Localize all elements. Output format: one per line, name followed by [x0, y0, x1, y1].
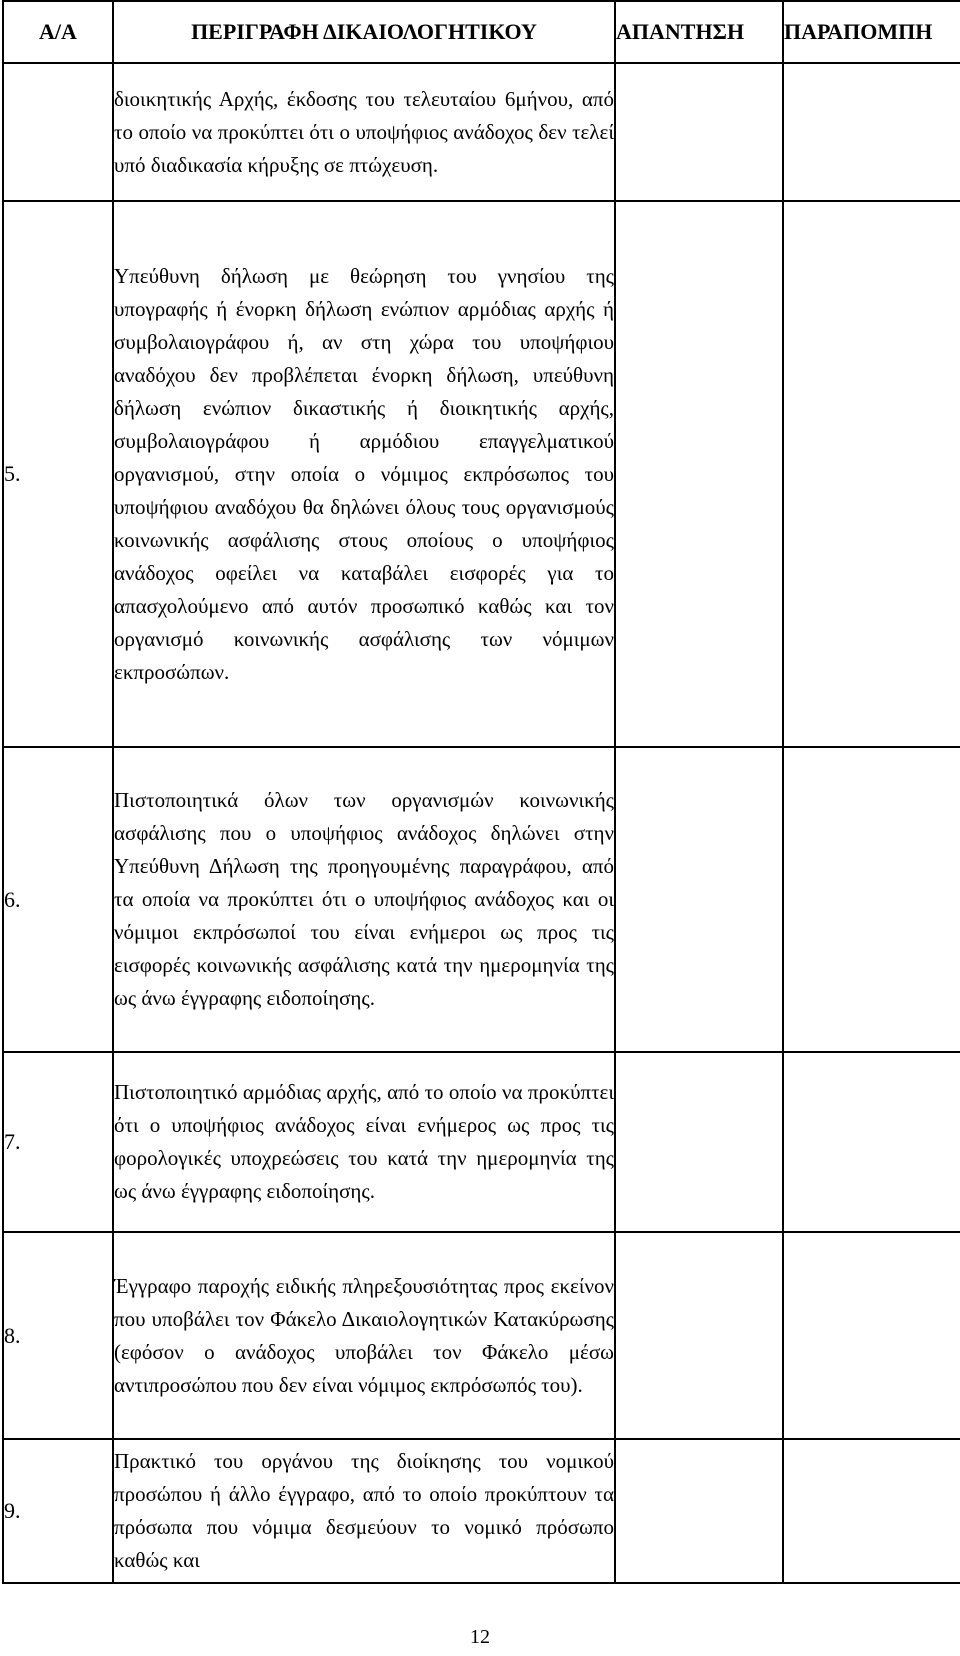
requirements-table: [2, 0, 960, 1584]
header-reference: ΠΑΡΑΠΟΜΠΗ: [783, 1, 960, 63]
row-number: [3, 63, 113, 201]
reference-cell: [783, 1439, 960, 1583]
table-row: [3, 1439, 960, 1583]
reference-cell: [783, 1232, 960, 1439]
answer-cell: [615, 1232, 783, 1439]
table-row: [3, 63, 960, 201]
header-aa: Α/Α: [3, 1, 113, 63]
answer-cell: [615, 1052, 783, 1232]
row-number: 9.: [3, 1439, 113, 1583]
answer-cell: [615, 201, 783, 747]
table-row: [3, 1232, 960, 1439]
reference-cell: [783, 201, 960, 747]
row-description: διοικητικής Αρχής, έκδοσης του τελευταίου 6μήνου, από το οποίο να προκύπτει ότι ο υποψήφιος ανάδοχος δεν τελεί υπό διαδικασία κήρυξης σε πτώχευση.: [113, 63, 615, 201]
row-number: 5.: [3, 201, 113, 747]
answer-cell: [615, 63, 783, 201]
table-row: [3, 747, 960, 1052]
row-description: Πιστοποιητικά όλων των οργανισμών κοινωνικής ασφάλισης που ο υποψήφιος ανάδοχος δηλώνει στην Υπεύθυνη Δήλωση της προηγουμένης παραγράφου, από τα οποία να προκύπτει ότι ο υποψήφιος ανάδοχος και οι νόμιμοι εκπρόσωποί του είναι ενήμεροι ως προς τις εισφορές κοινωνικής ασφάλισης κατά την ημερομηνία της ως άνω έγγραφης ειδοποίησης.: [113, 747, 615, 1052]
answer-cell: [615, 747, 783, 1052]
header-row: [3, 1, 960, 63]
row-number: 7.: [3, 1052, 113, 1232]
row-number: 6.: [3, 747, 113, 1052]
row-description: Υπεύθυνη δήλωση με θεώρηση του γνησίου της υπογραφής ή ένορκη δήλωση ενώπιον αρμόδιας αρχής ή συμβολαιογράφου ή, αν στη χώρα του υποψήφιου αναδόχου δεν προβλέπεται ένορκη δήλωση, υπεύθυνη δήλωση ενώπιον δικαστικής ή διοικητικής αρχής, συμβολαιογράφου ή αρμόδιου επαγγελματικού οργανισμού, στην οποία ο νόμιμος εκπρόσωπος του υποψήφιου αναδόχου θα δηλώνει όλους τους οργανισμούς κοινωνικής ασφάλισης στους οποίους ο υποψήφιος ανάδοχος οφείλει να καταβάλει εισφορές για το απασχολούμενο από αυτόν προσωπικό καθώς και τον οργανισμό κοινωνικής ασφάλισης των νόμιμων εκπροσώπων.: [113, 201, 615, 747]
table-row: [3, 201, 960, 747]
answer-cell: [615, 1439, 783, 1583]
reference-cell: [783, 747, 960, 1052]
reference-cell: [783, 1052, 960, 1232]
page-number: 12: [470, 1626, 490, 1648]
header-description: ΠΕΡΙΓΡΑΦΗ ΔΙΚΑΙΟΛΟΓΗΤΙΚΟΥ: [113, 1, 615, 63]
header-answer: ΑΠΑΝΤΗΣΗ: [615, 1, 783, 63]
row-description: Πρακτικό του οργάνου της διοίκησης του νομικού προσώπου ή άλλο έγγραφο, από το οποίο προκύπτουν τα πρόσωπα που νόμιμα δεσμεύουν το νομικό πρόσωπο καθώς και: [113, 1439, 615, 1583]
row-description: Πιστοποιητικό αρμόδιας αρχής, από το οποίο να προκύπτει ότι ο υποψήφιος ανάδοχος είναι ενήμερος ως προς τις φορολογικές υποχρεώσεις του κατά την ημερομηνία της ως άνω έγγραφης ειδοποίησης.: [113, 1052, 615, 1232]
row-description: Έγγραφο παροχής ειδικής πληρεξουσιότητας προς εκείνον που υποβάλει τον Φάκελο Δικαιολογητικών Κατακύρωσης (εφόσον ο ανάδοχος υποβάλει τον Φάκελο μέσω αντιπροσώπου που δεν είναι νόμιμος εκπρόσωπός του).: [113, 1232, 615, 1439]
row-number: 8.: [3, 1232, 113, 1439]
table-row: [3, 1052, 960, 1232]
reference-cell: [783, 63, 960, 201]
